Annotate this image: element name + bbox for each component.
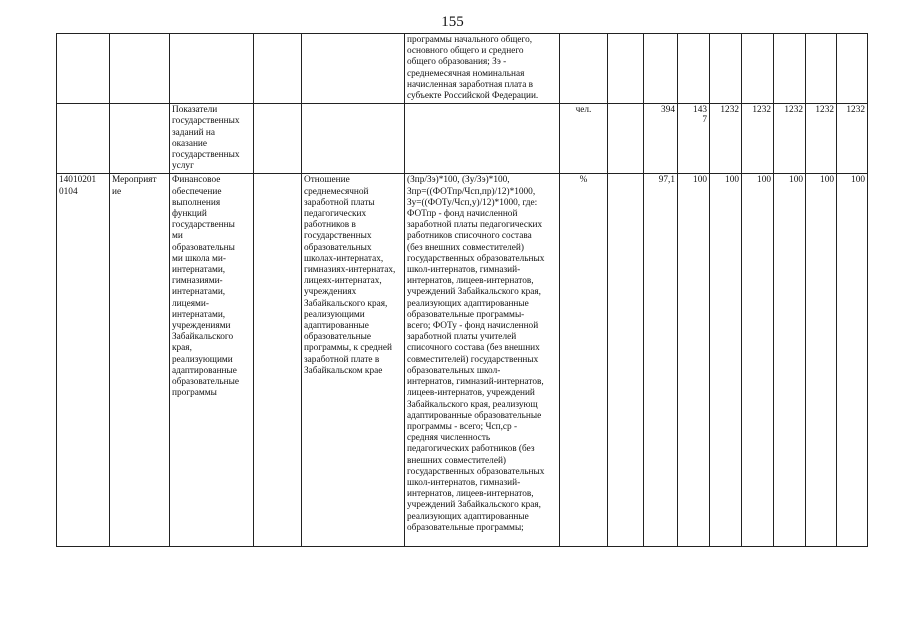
value-cell: 143 7 bbox=[678, 104, 710, 174]
value-cell bbox=[644, 34, 678, 104]
code-cell bbox=[57, 104, 110, 174]
type-cell: Мероприят ие bbox=[110, 174, 170, 547]
value-cell: 1232 bbox=[837, 104, 868, 174]
value-cell bbox=[837, 34, 868, 104]
name-cell: Показатели государственных заданий на оказание государственных услуг bbox=[170, 104, 254, 174]
unit-cell: чел. bbox=[560, 104, 608, 174]
indicator-cell bbox=[302, 34, 405, 104]
empty-cell bbox=[254, 174, 302, 547]
table-row bbox=[57, 104, 868, 174]
unit-cell: % bbox=[560, 174, 608, 547]
code-cell bbox=[57, 34, 110, 104]
name-cell: Финансовое обеспечение выполнения функций государственны ми образовательны ми школа ми- интернатами, гимназиями- интернатами, лицеями- интернатами, учреждениями Забайкальского края, реализующими адаптированные образовательные программы bbox=[170, 174, 254, 547]
empty-cell bbox=[608, 174, 644, 547]
code-cell: 14010201 0104 bbox=[57, 174, 110, 547]
value-cell bbox=[806, 34, 837, 104]
empty-cell bbox=[254, 34, 302, 104]
value-cell: 100 bbox=[774, 174, 806, 547]
value-cell bbox=[678, 34, 710, 104]
value-cell: 100 bbox=[742, 174, 774, 547]
type-cell bbox=[110, 34, 170, 104]
formula-cell: программы начального общего, основного общего и среднего общего образования; Зэ - среднемесячная номинальная начисленная заработная плата в субъекте Российской Федерации. bbox=[405, 34, 560, 104]
table-row bbox=[57, 34, 868, 104]
value-cell: 1232 bbox=[806, 104, 837, 174]
unit-cell bbox=[560, 34, 608, 104]
type-cell bbox=[110, 104, 170, 174]
value-cell: 100 bbox=[678, 174, 710, 547]
page-number: 155 bbox=[441, 14, 464, 30]
table-row bbox=[57, 174, 868, 547]
value-cell: 100 bbox=[710, 174, 742, 547]
value-cell: 1232 bbox=[710, 104, 742, 174]
empty-cell bbox=[608, 104, 644, 174]
value-cell: 100 bbox=[806, 174, 837, 547]
value-cell: 97,1 bbox=[644, 174, 678, 547]
name-cell bbox=[170, 34, 254, 104]
value-cell bbox=[742, 34, 774, 104]
value-cell bbox=[774, 34, 806, 104]
indicator-cell: Отношение среднемесячной заработной платы педагогических работников в государственных образовательных школах-интернатах, гимназиях-интернатах, лицеях-интернатах, учреждениях Забайкальского края, реализующими адаптированные образовательные программы, к средней заработной плате в Забайкальском крае bbox=[302, 174, 405, 547]
value-cell bbox=[710, 34, 742, 104]
empty-cell bbox=[254, 104, 302, 174]
program-table bbox=[56, 33, 868, 547]
value-cell: 1232 bbox=[774, 104, 806, 174]
value-cell: 1232 bbox=[742, 104, 774, 174]
formula-cell: (Зпр/Зэ)*100, (Зу/Зэ)*100, Зпр=((ФОТпр/Чсп,пр)/12)*1000, Зу=((ФОТу/Чсп,у)/12)*1000, где: ФОТпр - фонд начисленной заработной платы педагогических работников списочного состава (без внешних совместителей) государственных образовательных школ-интернатов, гимназий- интернатов, лицеев-интернатов, учреждений Забайкальского края, реализующих адаптированные образовательные программы- всего; ФОТу - фонд начисленной заработной платы учителей списочного состава (без внешних совместителей) государственных образовательных школ- интернатов, гимназий-интернатов, лицеев-интернатов, учреждений Забайкальского края, реализующ адаптированные образовательные программы - всего; Чсп,ср - средняя численность педагогических работников (без внешних совместителей) государственных образовательных школ-интернатов, гимназий- интернатов, лицеев-интернатов, учреждений Забайкальского края, реализующих адаптированные образовательные программы; bbox=[405, 174, 560, 547]
formula-cell bbox=[405, 104, 560, 174]
indicator-cell bbox=[302, 104, 405, 174]
value-cell: 394 bbox=[644, 104, 678, 174]
value-cell: 100 bbox=[837, 174, 868, 547]
empty-cell bbox=[608, 34, 644, 104]
